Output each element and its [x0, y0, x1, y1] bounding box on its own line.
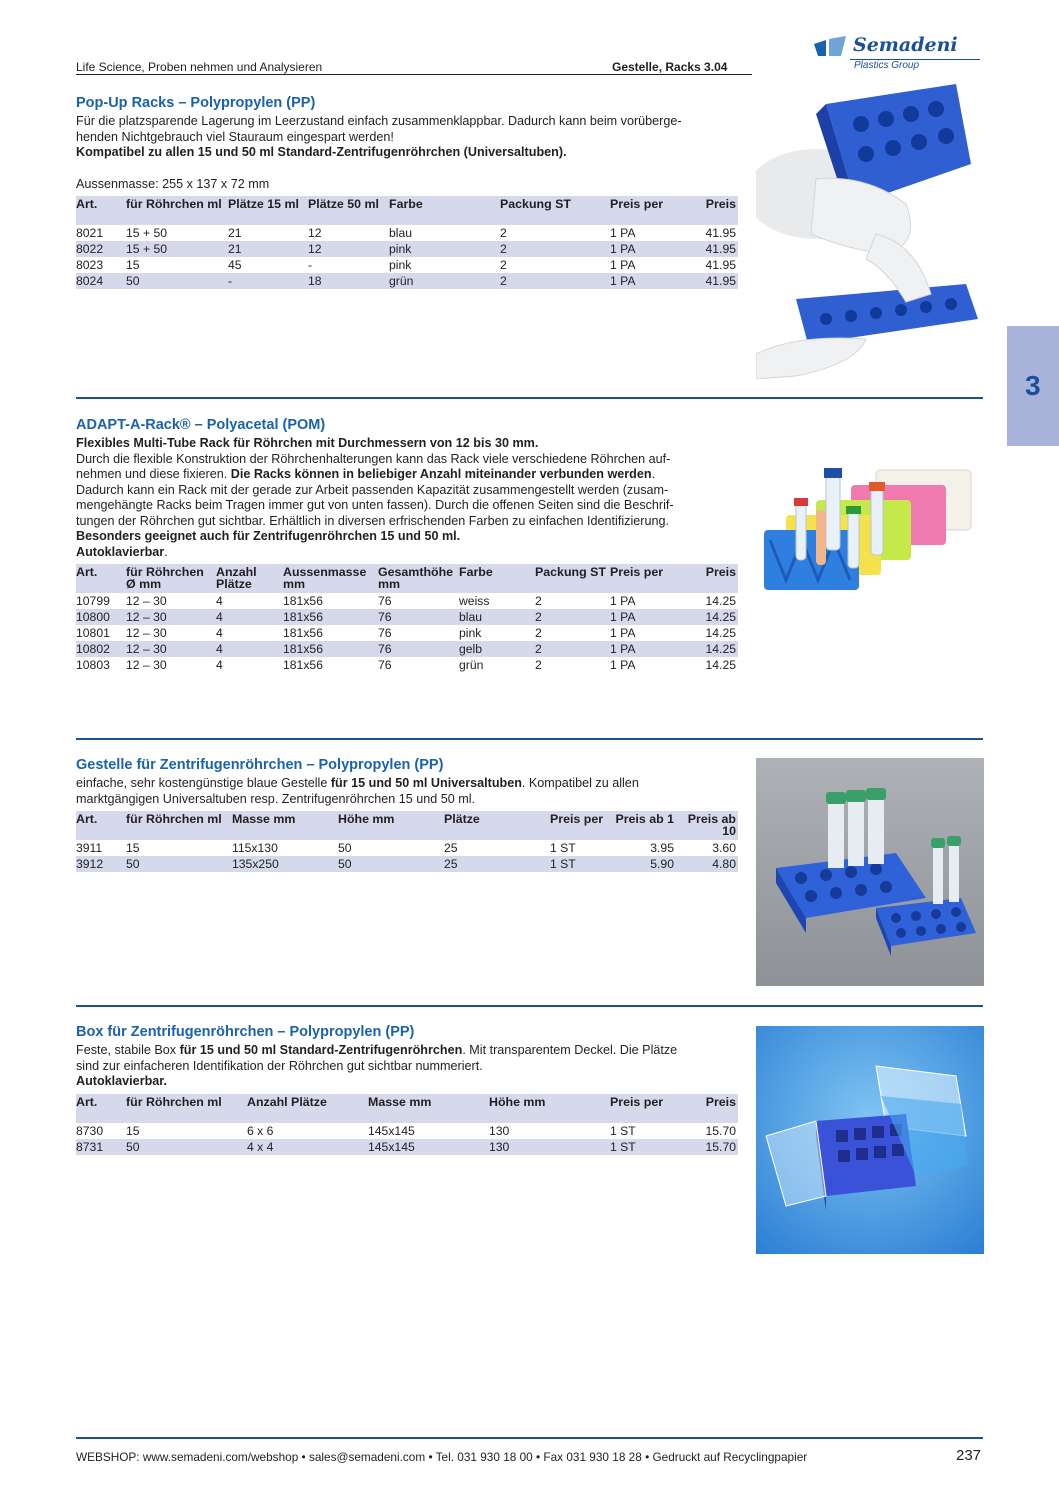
running-header-right: Gestelle, Racks 3.04 — [612, 60, 728, 74]
table-cell: 1 PA — [610, 609, 670, 625]
table-cell: 2 — [500, 273, 610, 289]
table-cell: 15 — [126, 257, 140, 272]
table-cell: 2 — [500, 257, 507, 272]
table-cell: 10801 — [76, 626, 110, 640]
section-pop-up-racks — [76, 94, 738, 289]
text-run: . — [651, 467, 656, 481]
text-run-bold: Autoklavierbar — [76, 544, 165, 559]
section-title: Pop-Up Racks – Polypropylen (PP) — [76, 95, 316, 111]
chapter-tab — [1007, 326, 1059, 446]
table-row — [76, 273, 738, 289]
table-cell: 1 ST — [610, 1139, 670, 1155]
table-cell: 10803 — [76, 658, 110, 672]
table-cell: 21 — [228, 241, 308, 257]
description-line — [76, 545, 738, 561]
table-cell: 50 — [126, 856, 232, 872]
table-cell: 2 — [535, 594, 542, 608]
column-header: für Röhrchen ml — [126, 811, 232, 840]
table-cell: 41.95 — [670, 241, 738, 257]
table-cell: 76 — [378, 609, 459, 625]
tube-box-illustration — [756, 1026, 984, 1254]
description-line: Für die platzsparende Lagerung im Leerzustand einfach zusammenklappbar. Dadurch kann beim vorüberge- — [76, 114, 682, 128]
table-cell: 8730 — [76, 1123, 104, 1138]
table-cell: 1 PA — [610, 594, 636, 608]
column-header: Preis per — [610, 196, 670, 225]
section-description — [76, 114, 738, 161]
table-cell: 130 — [489, 1123, 510, 1138]
table-cell: grün — [389, 273, 500, 289]
table-row — [76, 856, 738, 872]
table-cell: 6 x 6 — [247, 1123, 274, 1138]
table-cell: 1 ST — [610, 1123, 636, 1138]
description-line — [76, 1043, 738, 1059]
table-cell: 8021 — [76, 225, 104, 240]
description-line — [76, 776, 738, 792]
table-cell: 2 — [500, 225, 507, 240]
column-header: Masse mm — [232, 811, 338, 840]
table-cell: 1 PA — [610, 225, 636, 240]
table-cell: - — [308, 257, 313, 272]
section-description — [76, 1043, 738, 1090]
table-cell: 2 — [535, 658, 542, 672]
header-rule — [76, 74, 752, 75]
table-cell: 1 PA — [610, 241, 670, 257]
table-cell: 12 — [308, 225, 322, 240]
text-run: nehmen und diese fixieren. — [76, 467, 231, 481]
table-cell: 14.25 — [705, 594, 736, 608]
column-header: Preis ab 1 — [610, 811, 676, 840]
table-cell: 50 — [126, 273, 228, 289]
table-cell: 76 — [378, 658, 392, 672]
column-header: Anzahl Plätze — [216, 564, 283, 593]
column-header: für Röhrchen Ø mm — [126, 564, 216, 593]
table-cell: 2 — [535, 641, 610, 657]
table-cell: pink — [389, 241, 500, 257]
table-cell: 3912 — [76, 856, 126, 872]
description-line: sind zur einfacheren Identifikation der Röhrchen gut sichtbar nummeriert. — [76, 1058, 483, 1073]
description-line: henden Nichtgebrauch viel Stauraum eingespart werden! — [76, 129, 394, 144]
table-cell: pink — [459, 626, 482, 640]
table-cell: blau — [389, 225, 413, 240]
column-header: für Röhrchen ml — [126, 196, 228, 225]
table-cell: 1 PA — [610, 658, 636, 672]
table-cell: 4 — [216, 626, 223, 640]
table-cell: 12 – 30 — [126, 626, 167, 640]
table-row — [76, 641, 738, 657]
adapt-a-rack-photo — [756, 430, 976, 640]
column-header: Plätze — [444, 811, 550, 840]
table-cell: 15 — [126, 841, 140, 855]
column-header: Plätze 50 ml — [308, 196, 389, 225]
table-row — [76, 840, 738, 856]
table-cell: 41.95 — [705, 257, 736, 272]
table-cell: 50 — [126, 1139, 247, 1155]
text-run: einfache, sehr kostengünstige blaue Gestelle — [76, 776, 331, 790]
table-cell: 1 PA — [610, 257, 636, 272]
table-cell: 130 — [489, 1139, 610, 1155]
description-line-bold: Autoklavierbar. — [76, 1074, 167, 1088]
section-box — [76, 1023, 738, 1155]
section-divider — [76, 1005, 983, 1007]
table-row — [76, 1123, 738, 1139]
description-line: Durch die flexible Konstruktion der Röhrchenhalterungen kann das Rack viele verschiedene Röhrchen auf- — [76, 451, 671, 466]
column-header: Preis — [670, 564, 738, 593]
section-description — [76, 436, 738, 560]
page-number: 237 — [956, 1447, 982, 1464]
tube-rack-photo — [756, 758, 984, 986]
table-cell: 76 — [378, 594, 392, 608]
column-header: Preis per — [550, 811, 610, 840]
table-row — [76, 257, 738, 273]
product-table — [76, 811, 738, 872]
column-header: Anzahl Plätze — [247, 1094, 368, 1123]
column-header: Plätze 15 ml — [228, 196, 308, 225]
table-cell: 1 PA — [610, 641, 670, 657]
table-cell: 4 — [216, 658, 223, 672]
semadeni-logo-icon — [812, 36, 852, 60]
description-line: Dadurch kann ein Rack mit der gerade zur Arbeit passenden Kapazität zusammengestellt werden (zusam- — [76, 482, 669, 497]
table-cell: 12 – 30 — [126, 658, 167, 672]
table-cell: 3911 — [76, 841, 103, 855]
table-cell: 8022 — [76, 241, 126, 257]
table-cell: 181x56 — [283, 658, 323, 672]
column-header: Gesamthöhe mm — [378, 564, 459, 593]
table-cell: 15 — [126, 1123, 140, 1138]
table-cell: 181x56 — [283, 609, 378, 625]
description-line: marktgängigen Universaltuben resp. Zentrifugenröhrchen 15 und 50 ml. — [76, 791, 476, 806]
table-cell: 50 — [338, 856, 444, 872]
table-cell: grün — [459, 658, 484, 672]
table-cell: 8024 — [76, 273, 126, 289]
section-title: Box für Zentrifugenröhrchen – Polypropylen (PP) — [76, 1024, 415, 1040]
section-divider — [76, 738, 983, 740]
column-header: Preis — [670, 1094, 738, 1123]
section-divider — [76, 397, 983, 399]
table-cell: 2 — [500, 241, 610, 257]
column-header: Art. — [76, 564, 126, 593]
table-cell: 76 — [378, 626, 392, 640]
column-header: Höhe mm — [338, 811, 444, 840]
text-run: . — [164, 544, 168, 559]
column-header: Preis — [670, 196, 738, 225]
text-run-bold: für 15 und 50 ml Universaltuben — [330, 776, 522, 790]
section-title: ADAPT-A-Rack® – Polyacetal (POM) — [76, 417, 326, 433]
table-cell: 76 — [378, 641, 459, 657]
table-cell: 18 — [308, 273, 389, 289]
column-header: für Röhrchen ml — [126, 1094, 247, 1123]
table-cell: 145x145 — [368, 1123, 415, 1138]
table-header-row — [76, 196, 738, 225]
table-row — [76, 241, 738, 257]
adapt-a-rack-illustration — [756, 430, 976, 640]
table-cell: gelb — [459, 641, 535, 657]
table-cell: 3.95 — [650, 841, 674, 855]
table-cell: 15 + 50 — [126, 241, 228, 257]
table-cell: 25 — [444, 841, 458, 855]
table-cell: 135x250 — [232, 856, 338, 872]
table-cell: 3.60 — [712, 841, 736, 855]
table-cell: 12 – 30 — [126, 609, 216, 625]
column-header: Farbe — [459, 564, 535, 593]
table-cell: blau — [459, 609, 535, 625]
table-cell: 8023 — [76, 257, 104, 272]
table-cell: 12 – 30 — [126, 641, 216, 657]
table-cell: 50 — [338, 841, 352, 855]
tube-rack-illustration — [756, 758, 984, 986]
description-line-bold: Besonders geeignet auch für Zentrifugenröhrchen 15 und 50 ml. — [76, 529, 461, 543]
running-header-left: Life Science, Proben nehmen und Analysieren — [76, 60, 323, 74]
table-cell: 14.25 — [670, 609, 738, 625]
table-cell: 1 PA — [610, 626, 636, 640]
table-cell: 4 — [216, 641, 283, 657]
table-cell: 1 ST — [550, 841, 576, 855]
pop-up-rack-photo — [756, 84, 984, 379]
table-cell: pink — [389, 257, 412, 272]
description-line: mengehängte Racks beim Tragen immer gut von unten fassen). Durch die offenen Seiten sind die Beschrif- — [76, 498, 674, 512]
table-cell: 15.70 — [705, 1123, 736, 1138]
description-line: tungen der Röhrchen gut sichtbar. Erhältlich in diversen erfrischenden Farben zu einfachen Identifizierung. — [76, 513, 669, 528]
table-cell: 181x56 — [283, 626, 323, 640]
table-cell: 41.95 — [705, 225, 736, 240]
footer-contact: WEBSHOP: www.semadeni.com/webshop • sales@semadeni.com • Tel. 031 930 18 00 • Fax 031 930 18 28 • Gedruckt auf Recyclingpapier — [76, 1450, 808, 1464]
table-cell: - — [228, 273, 308, 289]
table-header-row — [76, 1094, 738, 1123]
description-line-bold: Kompatibel zu allen 15 und 50 ml Standard-Zentrifugenröhrchen (Universaltuben). — [76, 145, 567, 159]
column-header: Packung ST — [500, 196, 610, 225]
table-cell: 2 — [535, 609, 610, 625]
table-cell: 4 — [216, 609, 283, 625]
text-run: . Kompatibel zu allen — [521, 776, 639, 790]
description-line-bold: Flexibles Multi-Tube Rack für Röhrchen mit Durchmessern von 12 bis 30 mm. — [76, 436, 539, 450]
table-row — [76, 657, 738, 673]
table-header-row — [76, 811, 738, 840]
table-row — [76, 1139, 738, 1155]
table-cell: 10802 — [76, 641, 126, 657]
table-cell: 21 — [228, 225, 242, 240]
product-table — [76, 564, 738, 673]
section-adapt-a-rack — [76, 416, 738, 673]
table-cell: 14.25 — [705, 658, 736, 672]
footer-rule — [76, 1437, 983, 1439]
table-cell: 1 ST — [550, 856, 610, 872]
table-cell: 12 — [308, 241, 389, 257]
table-cell: 4 x 4 — [247, 1139, 368, 1155]
chapter-number: 3 — [1025, 370, 1041, 401]
description-line — [76, 467, 738, 483]
column-header: Preis per — [610, 564, 670, 593]
column-header: Preis per — [610, 1094, 670, 1123]
product-table — [76, 196, 738, 289]
logo-wordmark: Semadeni — [853, 34, 958, 56]
pop-up-rack-illustration — [756, 84, 984, 379]
table-cell: 4.80 — [676, 856, 738, 872]
section-description — [76, 776, 738, 807]
table-cell: 8731 — [76, 1139, 126, 1155]
column-header: Höhe mm — [489, 1094, 610, 1123]
table-cell: 181x56 — [283, 641, 378, 657]
tube-box-photo — [756, 1026, 984, 1254]
table-cell: 10800 — [76, 609, 126, 625]
product-table — [76, 1094, 738, 1155]
table-cell: 15.70 — [670, 1139, 738, 1155]
column-header: Art. — [76, 196, 126, 225]
table-cell: 12 – 30 — [126, 594, 167, 608]
text-run-bold: für 15 und 50 ml Standard-Zentrifugenröhrchen — [179, 1043, 463, 1057]
table-header-row — [76, 564, 738, 593]
column-header: Art. — [76, 811, 126, 840]
text-run: Feste, stabile Box — [76, 1043, 180, 1057]
logo-subtitle: Plastics Group — [854, 60, 920, 71]
section-gestelle — [76, 756, 738, 872]
table-cell: 5.90 — [610, 856, 676, 872]
table-cell: 10799 — [76, 594, 110, 608]
semadeni-logo — [812, 36, 987, 76]
outer-dimensions: Aussenmasse: 255 x 137 x 72 mm — [76, 176, 270, 191]
table-row — [76, 593, 738, 609]
table-cell: 25 — [444, 856, 550, 872]
column-header: Farbe — [389, 196, 500, 225]
table-cell: 115x130 — [232, 841, 278, 855]
table-row — [76, 225, 738, 241]
table-cell: 1 PA — [610, 273, 670, 289]
table-cell: 4 — [216, 594, 223, 608]
table-cell: weiss — [459, 594, 490, 608]
column-header: Aussenmasse mm — [283, 564, 378, 593]
table-row — [76, 609, 738, 625]
section-title: Gestelle für Zentrifugenröhrchen – Polypropylen (PP) — [76, 757, 444, 773]
table-cell: 15 + 50 — [126, 225, 168, 240]
table-cell: 14.25 — [705, 626, 736, 640]
table-cell: 41.95 — [670, 273, 738, 289]
column-header: Art. — [76, 1094, 126, 1123]
text-run-bold: Die Racks können in beliebiger Anzahl miteinander verbunden werden — [230, 467, 652, 481]
column-header: Masse mm — [368, 1094, 489, 1123]
table-cell: 45 — [228, 257, 242, 272]
table-cell: 145x145 — [368, 1139, 489, 1155]
column-header: Packung ST — [535, 564, 610, 593]
table-cell: 181x56 — [283, 594, 323, 608]
text-run: . Mit transparentem Deckel. Die Plätze — [462, 1043, 678, 1057]
table-cell: 14.25 — [670, 641, 738, 657]
table-cell: 2 — [535, 626, 542, 640]
table-row — [76, 625, 738, 641]
column-header: Preis ab 10 — [676, 811, 738, 840]
